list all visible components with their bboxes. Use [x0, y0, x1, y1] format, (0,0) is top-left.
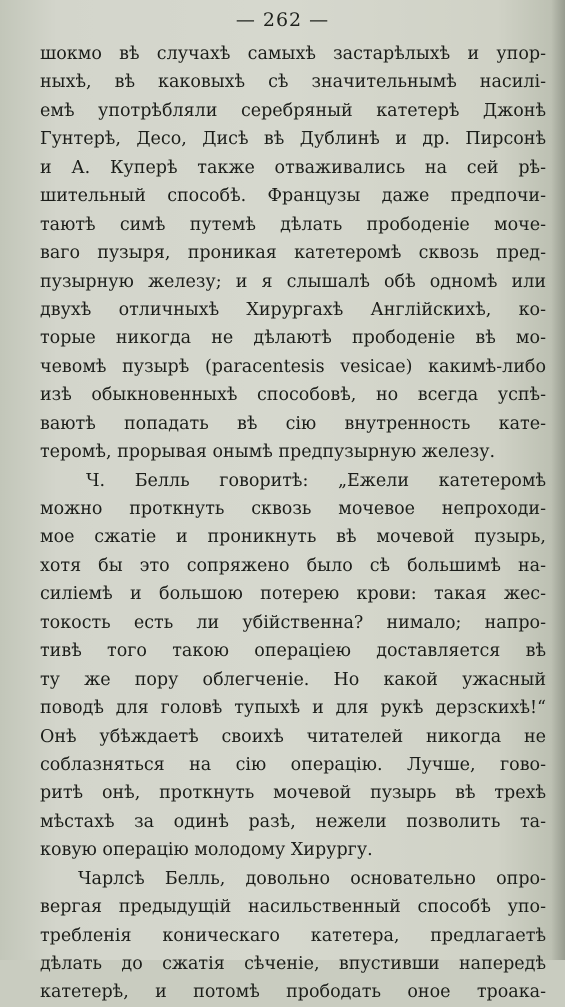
text-line: торые никогда не дѣлаютѣ прободеніе вѣ мо-: [40, 328, 546, 349]
text-line: шокмо вѣ случахѣ самыхѣ застарѣлыхѣ и упор-: [40, 44, 546, 64]
text-line: тивѣ того такою операціею доставляется вѣ: [40, 641, 546, 662]
text-line: ритѣ онѣ, проткнуть мочевой пузырь вѣ трехѣ: [40, 783, 546, 804]
text-line: ваютѣ попадать вѣ сію внутренность кате-: [40, 413, 546, 434]
text-line: ковую операцію молодому Хирургу.: [40, 840, 373, 861]
text-line: пузырную железу; и я слышалѣ обѣ одномѣ или: [40, 271, 546, 292]
text-line: вергая предыдущій насильственный способѣ упо-: [40, 897, 546, 918]
text-line: мѣстахѣ за одинѣ разѣ, нежели позволить та-: [40, 811, 546, 832]
text-line: Чарлсѣ Белль, довольно основательно опро-: [78, 868, 546, 889]
text-line: дѣлать до сжатія сѣченіе, впустивши напередѣ: [40, 954, 546, 974]
body-text: [40, 40, 546, 1007]
text-line: ту же пору облегченіе. Но какой ужасный: [40, 669, 546, 690]
text-line: Гунтерѣ, Десо, Дисѣ вѣ Дублинѣ и др. Пирсонѣ: [40, 129, 546, 150]
text-line: Онѣ убѣждаетѣ своихѣ читателей никогда не: [40, 726, 546, 747]
text-line: силіемѣ и большою потерею крови: такая жес-: [40, 584, 546, 605]
text-line: ныхѣ, вѣ каковыхѣ сѣ значительнымѣ насилі-: [40, 72, 546, 93]
text-line: требленія коническаго катетера, предлагаетѣ: [40, 925, 546, 946]
page-number: — 262 —: [235, 9, 330, 31]
text-line: ваго пузыря, проникая катетеромѣ сквозь пред-: [40, 243, 546, 264]
text-line: чевомѣ пузырѣ (paracentesis vesicae) какимѣ-либо: [40, 356, 546, 377]
page-edge-shadow: [551, 0, 565, 960]
text-line: катетерѣ, и потомѣ прободать оное троака-: [40, 982, 546, 1003]
text-line: мое сжатіе и проникнуть вѣ мочевой пузырь,: [40, 527, 546, 548]
text-line: хотя бы это сопряжено было сѣ большимѣ на-: [40, 555, 546, 576]
text-line: можно проткнуть сквозь мочевое непроходи-: [40, 499, 546, 519]
text-line: изѣ обыкновенныхѣ способовѣ, но всегда успѣ-: [40, 385, 546, 406]
text-line: таютѣ симѣ путемѣ дѣлать прободеніе моче-: [40, 214, 546, 235]
text-line: теромѣ, прорывая онымѣ предпузырную железу.: [40, 442, 496, 463]
text-line: шительный способѣ. Французы даже предпочи-: [40, 186, 546, 207]
text-line: поводѣ для головѣ тупыхѣ и для рукѣ дерзскихѣ!“: [40, 698, 546, 719]
text-line: и А. Куперѣ также отваживались на сей рѣ-: [40, 157, 546, 178]
text-line: емѣ употрѣбляли серебряный катетерѣ Джонѣ: [40, 100, 546, 121]
text-line: Ч. Белль говоритѣ: „Ежели катетеромѣ: [86, 470, 546, 491]
text-line: двухѣ отличныхѣ Хирургахѣ Англійскихѣ, ко-: [40, 299, 546, 320]
text-line: токость есть ли убійственна? нимало; напро-: [40, 612, 546, 633]
text-line: соблазняться на сію операцію. Лучше, гово-: [40, 754, 546, 775]
